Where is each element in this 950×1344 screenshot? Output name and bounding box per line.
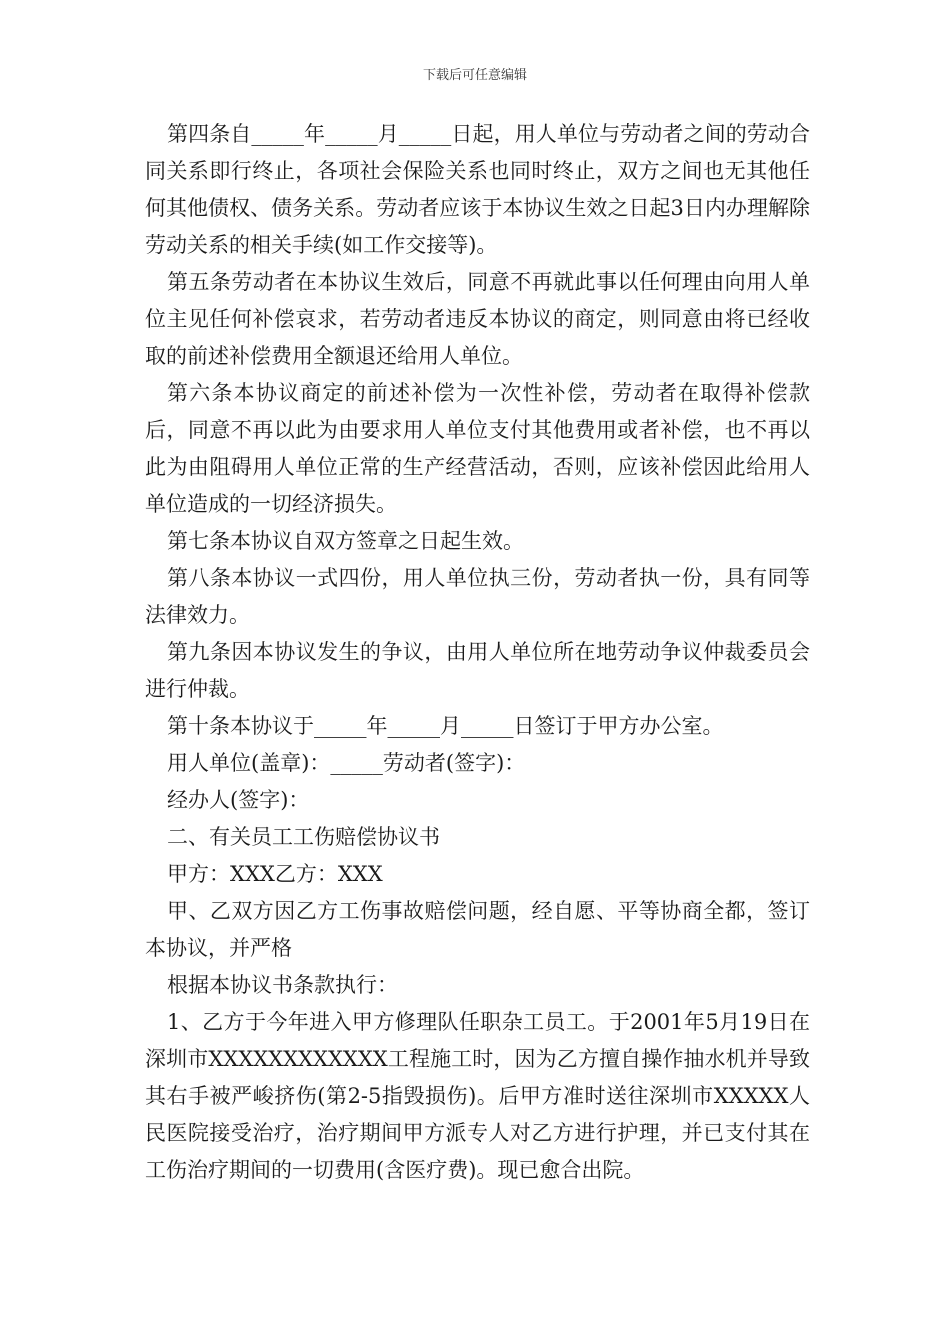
article-9-paragraph: 第九条因本协议发生的争议，由用人单位所在地劳动争议仲裁委员会进行仲裁。 <box>145 640 810 701</box>
article-10-paragraph: 第十条本协议于_____年_____月_____日签订于甲方办公室。 <box>167 714 724 738</box>
header-note: 下载后可任意编辑 <box>422 68 527 83</box>
article-7-paragraph: 第七条本协议自双方签章之日起生效。 <box>167 529 524 553</box>
section-heading: 二、有关员工工伤赔偿协议书 <box>167 825 440 849</box>
parties-line: 甲方：XXX乙方：XXX <box>167 862 383 886</box>
signature-line-handler: 经办人(签字)： <box>167 788 310 812</box>
article-4-paragraph: 第四条自_____年_____月_____日起，用人单位与劳动者之间的劳动合同关系即行终止，各项社会保险关系也同时终止，双方之间也无其他任何其他债权、债务关系。劳动者应该于本协议生效之日起3日内办理解除劳动关系的相关手续(如工作交接等)。 <box>145 122 810 257</box>
article-6-paragraph: 第六条本协议商定的前述补偿为一次性补偿，劳动者在取得补偿款后，同意不再以此为由要求用人单位支付其他费用或者补偿，也不再以此为由阻碍用人单位正常的生产经营活动，否则，应该补偿因此给用人单位造成的一切经济损失。 <box>145 381 810 516</box>
article-5-paragraph: 第五条劳动者在本协议生效后，同意不再就此事以任何理由向用人单位主见任何补偿哀求，若劳动者违反本协议的商定，则同意由将已经收取的前述补偿费用全额退还给用人单位。 <box>145 270 810 368</box>
document-body <box>145 116 810 1189</box>
clause-1-paragraph: 1、乙方于今年进入甲方修理队任职杂工员工。于2001年5月19日在深圳市XXXXXXXXXXXX工程施工时，因为乙方擅自操作抽水机并导致其右手被严峻挤伤(第2-5指毁损伤)。后甲方准时送往深圳市XXXXX人民医院接受治疗，治疗期间甲方派专人对乙方进行护理，并已支付其在工伤治疗期间的一切费用(含医疗费)。现已愈合出院。 <box>145 1010 810 1182</box>
intro-paragraph: 甲、乙双方因乙方工伤事故赔偿问题，经自愿、平等协商全都，签订本协议，并严格 <box>145 899 810 960</box>
intro-continuation: 根据本协议书条款执行： <box>167 973 398 997</box>
article-8-paragraph: 第八条本协议一式四份，用人单位执三份，劳动者执一份，具有同等法律效力。 <box>145 566 810 627</box>
signature-line-employer: 用人单位(盖章)：_____劳动者(签字)： <box>167 751 526 775</box>
